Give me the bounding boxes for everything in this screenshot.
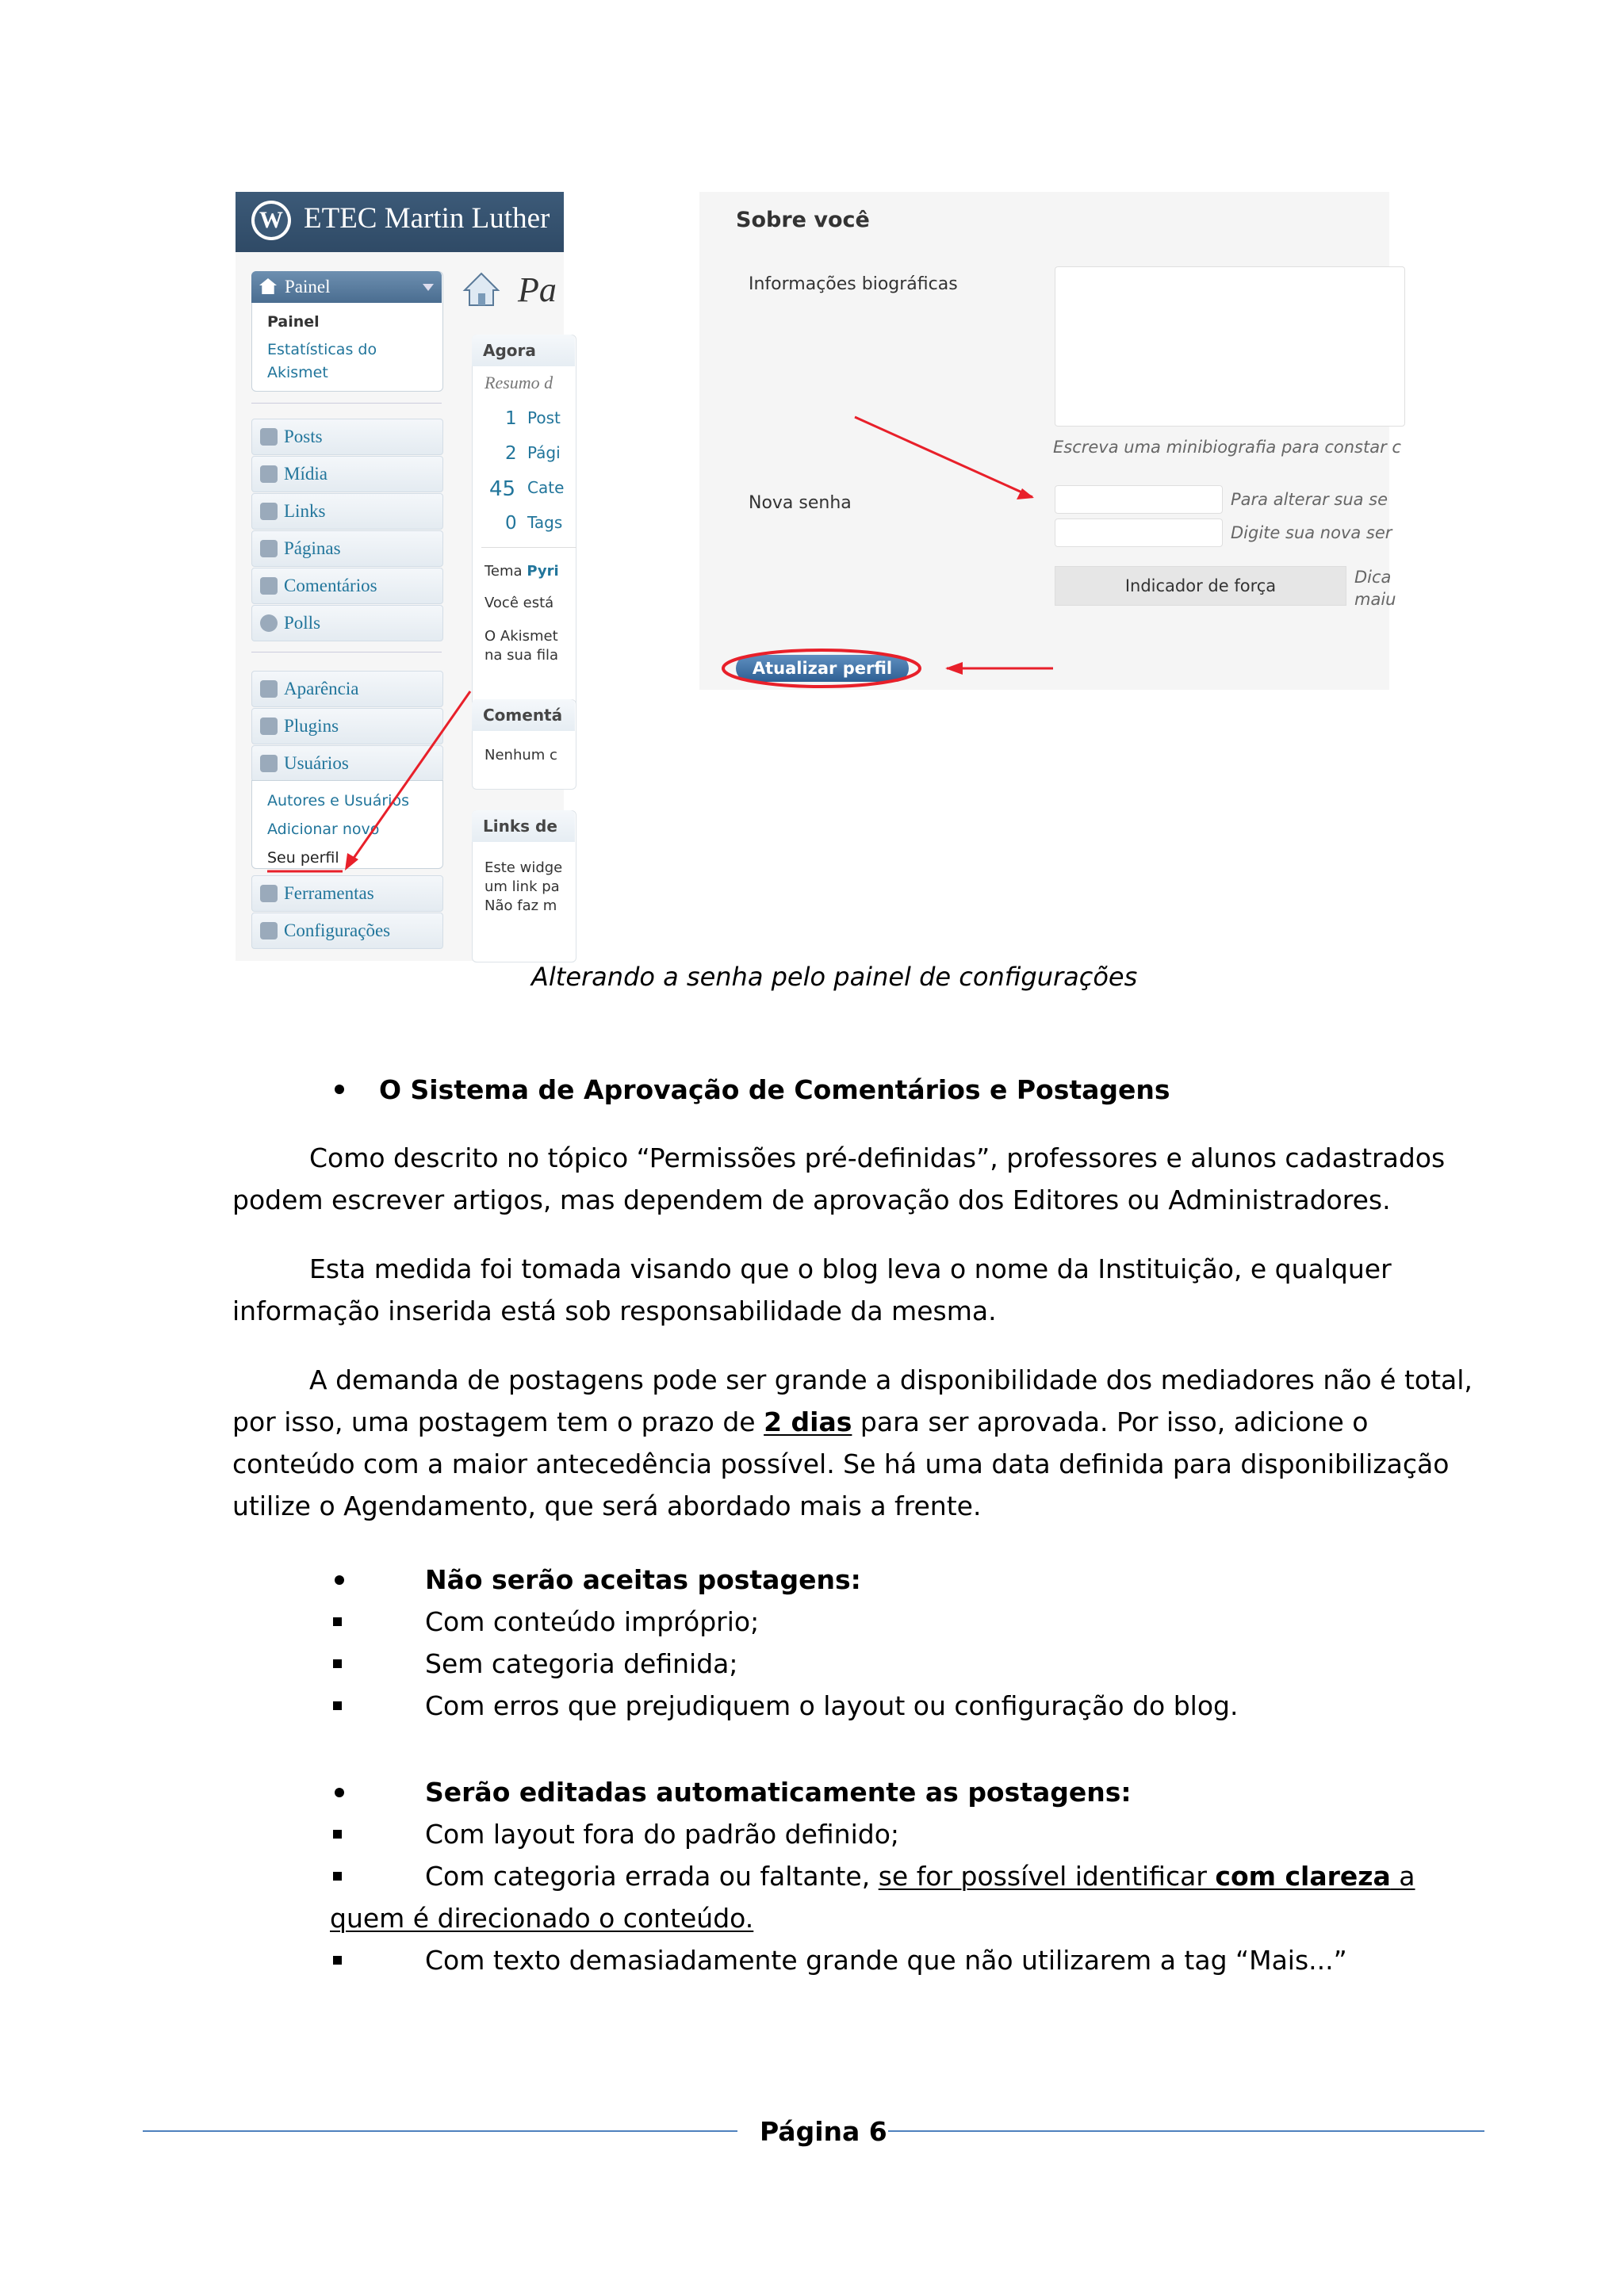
square-bullet-icon [333, 1701, 342, 1710]
profile-form-screenshot [699, 192, 1401, 690]
password-strength-indicator: Indicador de força [1055, 566, 1346, 606]
wordpress-logo-icon: W [251, 201, 291, 240]
tema-label: Tema Pyri [485, 563, 559, 580]
menu-item-midia[interactable]: Mídia [251, 456, 443, 492]
square-bullet-icon [333, 1659, 342, 1668]
akismet-text-line2: na sua fila [485, 647, 559, 664]
submenu-adicionar-novo[interactable]: Adicionar novo [267, 821, 380, 838]
hint-dica-line1: Dica [1354, 568, 1392, 587]
submenu-painel[interactable]: Painel [267, 313, 320, 331]
list-item: Com texto demasiadamente grande que não utilizarem a tag “Mais...” [425, 1945, 1347, 1976]
password-hint-1: Para alterar sua se [1231, 490, 1388, 509]
bullet-icon [335, 1085, 344, 1094]
categories-count-label[interactable]: Cate [527, 478, 565, 497]
list-item: Sem categoria definida; [425, 1648, 738, 1679]
paragraph-3-line-1: A demanda de postagens pode ser grande a disponibilidade dos mediadores não é total, [309, 1364, 1473, 1395]
menu-item-ferramentas[interactable]: Ferramentas [251, 875, 443, 912]
password-hint-2: Digite sua nova ser [1231, 523, 1392, 542]
list-item: Com conteúdo impróprio; [425, 1606, 760, 1637]
paragraph-2-line-2: informação inserida está sob responsabilidade da mesma. [232, 1295, 997, 1326]
page-number: Página 6 [760, 2116, 887, 2147]
section-title-sobre-voce: Sobre você [736, 208, 870, 232]
submenu-autores-usuarios[interactable]: Autores e Usuários [267, 792, 409, 809]
links-widget-line3: Não faz m [485, 897, 557, 914]
list-item-continuation: quem é direcionado o conteúdo. [330, 1903, 754, 1934]
password-label: Nova senha [749, 493, 852, 513]
site-title: ETEC Martin Luther [304, 202, 550, 235]
footer-rule-left [143, 2130, 737, 2132]
paragraph-3-line-4: utilize o Agendamento, que será abordado mais a frente. [232, 1490, 982, 1521]
list-1-heading: Não serão aceitas postagens: [425, 1564, 861, 1595]
figure-caption: Alterando a senha pelo painel de configurações [531, 962, 1138, 992]
update-profile-button[interactable]: Atualizar perfil [736, 655, 909, 682]
annotation-marks [699, 192, 1392, 690]
dashboard-title: Pa [518, 270, 557, 309]
menu-item-aparencia[interactable]: Aparência [251, 671, 443, 707]
paragraph-3-line-2: por isso, uma postagem tem o prazo de 2 dias para ser aprovada. Por isso, adicione o [232, 1406, 1369, 1437]
agora-subtitle: Resumo d [485, 373, 553, 392]
square-bullet-icon [333, 1956, 342, 1965]
voce-esta-text: Você está [485, 595, 554, 611]
paragraph-1-line-1: Como descrito no tópico “Permissões pré-definidas”, professores e alunos cadastrados [309, 1142, 1446, 1173]
akismet-text-line1: O Akismet [485, 628, 558, 645]
comentarios-widget-title: Comentá [472, 699, 575, 731]
square-bullet-icon [333, 1872, 342, 1881]
menu-item-configuracoes[interactable]: Configurações [251, 913, 443, 949]
footer-rule-right [888, 2130, 1484, 2132]
pages-count[interactable]: 2 [505, 443, 517, 464]
paragraph-3-line-3: conteúdo com a maior antecedência possível. Se há uma data definida para disponibilização [232, 1448, 1450, 1479]
bio-hint: Escreva uma minibiografia para constar c [1053, 438, 1401, 457]
links-widget-line1: Este widge [485, 859, 563, 876]
square-bullet-icon [333, 1617, 342, 1626]
menu-item-polls[interactable]: Polls [251, 605, 443, 641]
annotation-arrow-to-seu-perfil [236, 192, 564, 961]
deadline-highlight: 2 dias [764, 1406, 852, 1437]
list-item: Com layout fora do padrão definido; [425, 1819, 899, 1850]
menu-item-painel[interactable]: Painel [251, 271, 442, 303]
menu-item-usuarios[interactable]: Usuários [251, 745, 443, 782]
wordpress-dashboard-screenshot [236, 192, 564, 961]
hint-dica-line2: maiu [1354, 590, 1396, 609]
menu-item-comentarios[interactable]: Comentários [251, 568, 443, 604]
submenu-akismet-stats[interactable]: Estatísticas do [267, 341, 377, 358]
bio-label: Informações biográficas [749, 274, 958, 294]
square-bullet-icon [333, 1830, 342, 1839]
posts-count-label[interactable]: Post [527, 408, 561, 427]
menu-item-plugins[interactable]: Plugins [251, 708, 443, 744]
bullet-icon [335, 1788, 344, 1797]
tags-count[interactable]: 0 [505, 513, 517, 534]
menu-item-links[interactable]: Links [251, 493, 443, 530]
submenu-akismet-stats-line2[interactable]: Akismet [267, 364, 328, 381]
paragraph-2-line-1: Esta medida foi tomada visando que o blog leva o nome da Instituição, e qualquer [309, 1253, 1392, 1284]
pages-count-label[interactable]: Pági [527, 443, 561, 462]
list-2-heading: Serão editadas automaticamente as postagens: [425, 1777, 1132, 1808]
links-widget-title: Links de [472, 810, 575, 842]
bullet-icon [335, 1575, 344, 1585]
section-heading: O Sistema de Aprovação de Comentários e Postagens [379, 1074, 1170, 1105]
posts-count[interactable]: 1 [505, 408, 517, 429]
menu-item-paginas[interactable]: Páginas [251, 530, 443, 567]
categories-count[interactable]: 45 [489, 477, 516, 501]
tags-count-label[interactable]: Tags [527, 513, 563, 532]
agora-widget-title: Agora [472, 335, 575, 366]
paragraph-1-line-2: podem escrever artigos, mas dependem de aprovação dos Editores ou Administradores. [232, 1184, 1391, 1215]
links-widget-line2: um link pa [485, 878, 560, 895]
comentarios-empty-text: Nenhum c [485, 747, 557, 763]
list-item: Com erros que prejudiquem o layout ou configuração do blog. [425, 1690, 1239, 1721]
list-item: Com categoria errada ou faltante, se for possível identificar com clareza a [425, 1861, 1415, 1892]
submenu-seu-perfil[interactable]: Seu perfil [267, 849, 339, 867]
menu-item-posts[interactable]: Posts [251, 419, 443, 455]
